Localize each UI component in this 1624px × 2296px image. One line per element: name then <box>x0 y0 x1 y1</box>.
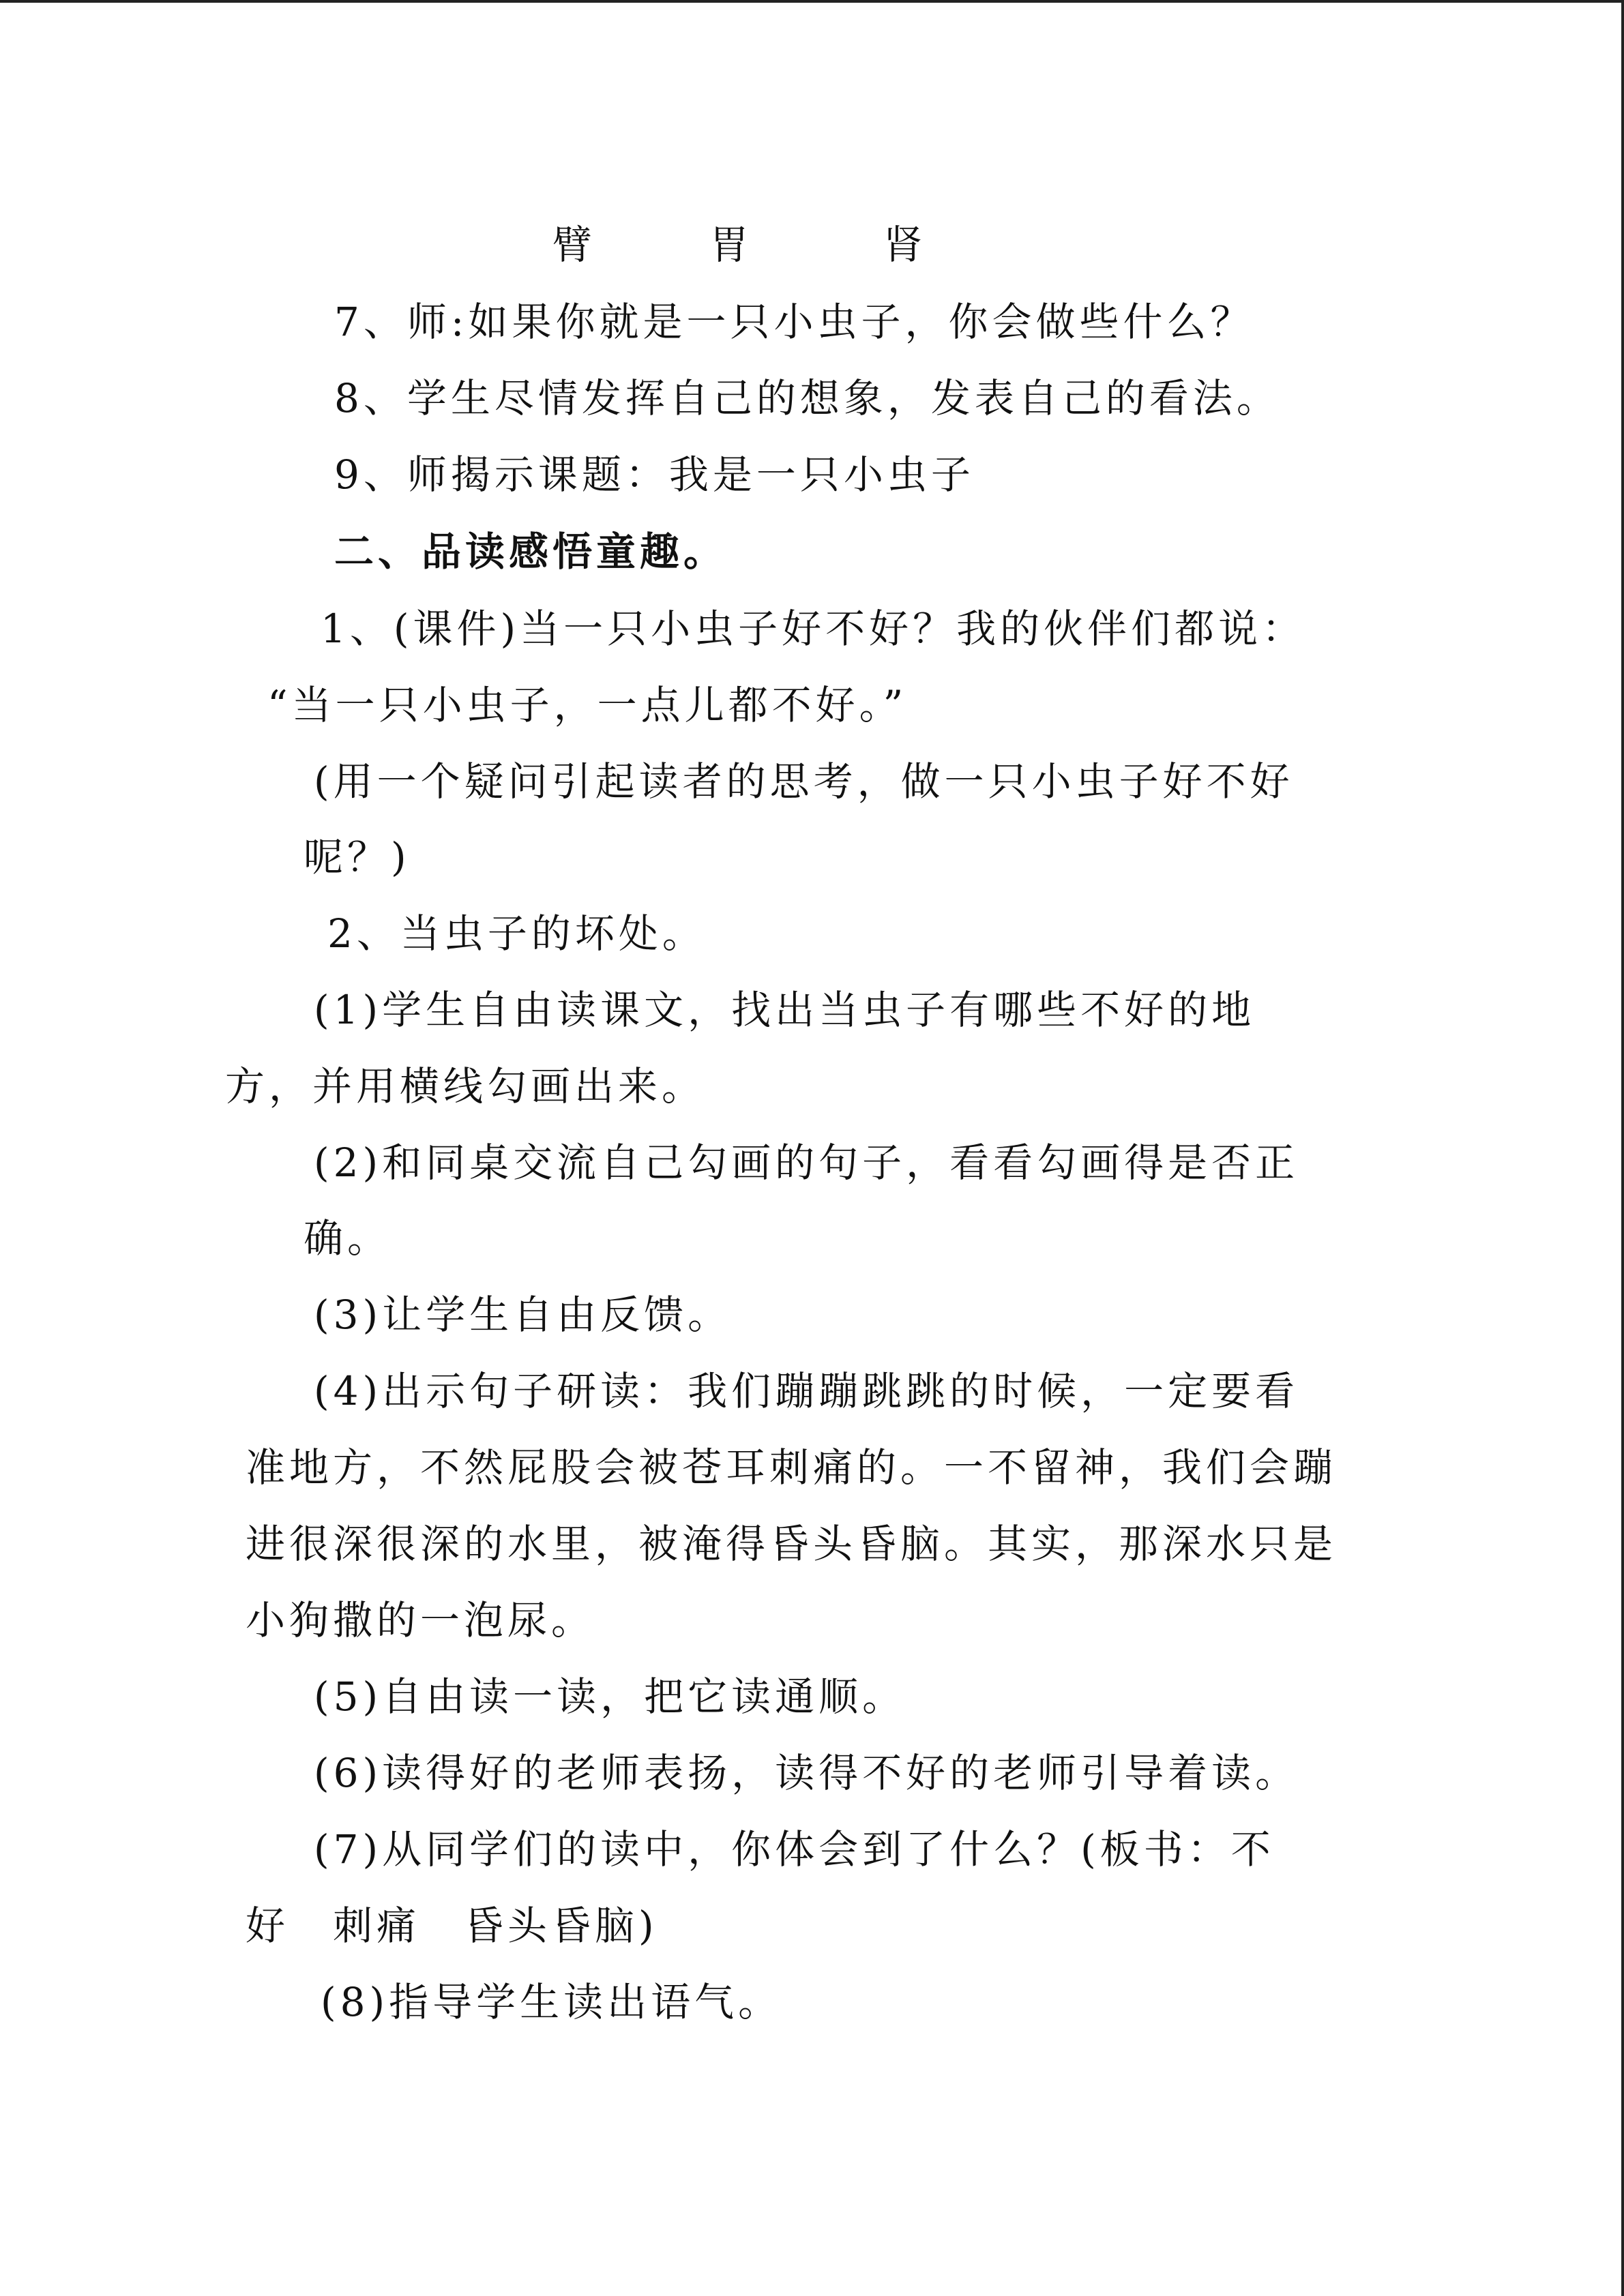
line-sub-6: (6)读得好的老师表扬，读得不好的老师引导着读。 <box>314 1750 1299 1796</box>
line-sub-4-cont-2: 进很深很深的水里，被淹得昏头昏脑。其实，那深水只是 <box>246 1521 1338 1567</box>
line-step-1-quote: “当一只小虫子，一点儿都不好。” <box>267 682 908 728</box>
line-sub-1: (1)学生自由读课文，找出当虫子有哪些不好的地 <box>314 987 1256 1033</box>
line-sub-7-cont: 好 刺痛 昏头昏脑) <box>246 1903 658 1949</box>
section-heading: 二、品读感悟童趣。 <box>334 528 728 575</box>
header-characters <box>0 214 1624 275</box>
line-note: (用一个疑问引起读者的思考，做一只小虫子好不好 <box>314 758 1294 805</box>
line-item-7: 7、师:如果你就是一只小虫子，你会做些什么？ <box>334 299 1254 345</box>
line-item-8: 8、学生尽情发挥自己的想象，发表自己的看法。 <box>334 375 1280 421</box>
header-char-1: 臂 <box>552 222 593 268</box>
line-sub-1-cont: 方，并用横线勾画出来。 <box>225 1063 706 1109</box>
line-sub-3: (3)让学生自由反馈。 <box>314 1292 732 1338</box>
line-step-1: 1、(课件)当一只小虫子好不好？我的伙伴们都说： <box>321 606 1306 652</box>
line-note-cont: 呢？) <box>304 834 411 880</box>
line-sub-2-cont: 确。 <box>304 1215 392 1262</box>
line-sub-4-cont-3: 小狗撒的一泡尿。 <box>246 1597 595 1643</box>
line-sub-8: (8)指导学生读出语气。 <box>321 1979 782 2025</box>
line-sub-5: (5)自由读一读，把它读通顺。 <box>314 1673 906 1720</box>
line-step-2: 2、当虫子的坏处。 <box>327 910 706 957</box>
header-char-3: 肾 <box>883 222 924 268</box>
line-sub-4-cont-1: 准地方，不然屁股会被苍耳刺痛的。一不留神，我们会蹦 <box>246 1444 1338 1491</box>
line-sub-2: (2)和同桌交流自己勾画的句子，看看勾画得是否正 <box>314 1139 1299 1186</box>
line-sub-7: (7)从同学们的读中，你体会到了什么？(板书：不 <box>314 1826 1275 1873</box>
line-item-9: 9、师揭示课题：我是一只小虫子 <box>334 451 975 498</box>
line-sub-4: (4)出示句子研读：我们蹦蹦跳跳的时候，一定要看 <box>314 1368 1299 1414</box>
header-char-2: 胃 <box>709 222 750 268</box>
